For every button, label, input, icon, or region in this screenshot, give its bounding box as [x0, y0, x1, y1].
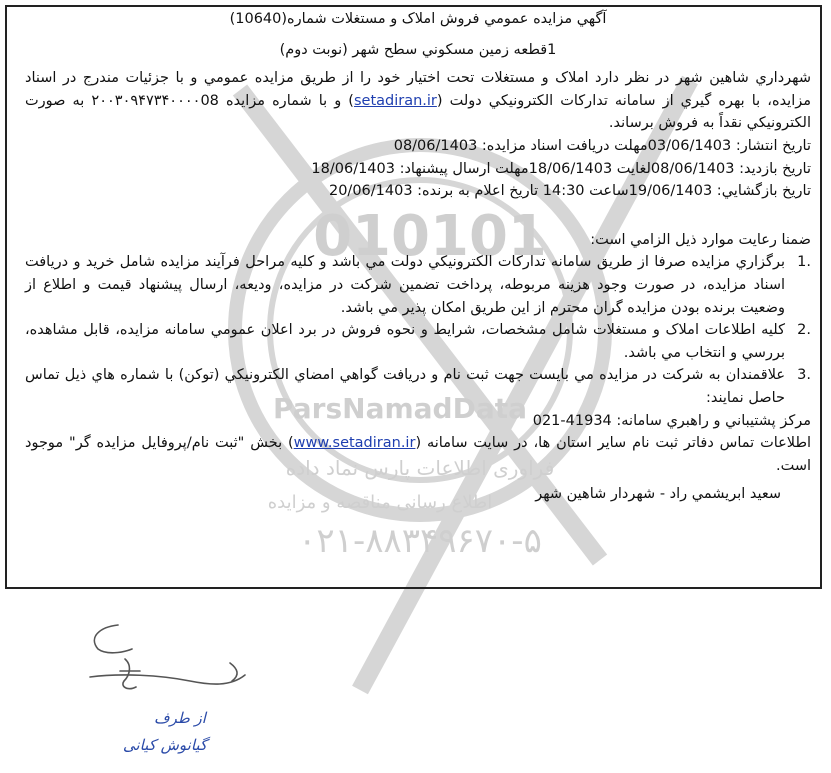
setadiran-link[interactable]: setadiran.ir: [353, 92, 437, 109]
requirement-item: [25, 251, 811, 319]
watermark-brand: ParsNamadData: [273, 392, 527, 425]
requirements-heading: ضمنا رعايت موارد ذيل الزامي است:: [590, 231, 811, 248]
date-publish: تاريخ انتشار: 03/06/1403مهلت دريافت اسناد مزايده: 08/06/1403: [393, 137, 811, 154]
requirement-text: کليه اطلاعات املاک و مستغلات شامل مشخصات، شرايط و نحوه فروش در برد اعلان عمومي سامانه مزايده، قابل مشاهده، بررسي و انتخاب مي باشد.: [25, 322, 785, 361]
watermark-phone: ۰۲۱-۸۸۳۴۹۶۷۰-۵: [298, 521, 542, 561]
svg-text:گیانوش کیانی: گیانوش کیانی: [122, 736, 208, 754]
support-phone: 021-41934: [532, 412, 612, 429]
svg-text:از طرف: از طرف: [154, 709, 206, 727]
requirement-number: 1.: [797, 254, 811, 271]
registration-text-1: اطلاعات تماس دفاتر ثبت نام ساير استان ها، در سايت سامانه (: [415, 435, 812, 452]
requirement-number: 3.: [797, 367, 811, 384]
date-opening: تاريخ بازگشايي: 19/06/1403ساعت 14:30 تاريخ اعلام به برنده: 20/06/1403: [328, 183, 811, 200]
date-visit: تاريخ بازديد: 08/06/1403لغايت 18/06/1403مهلت ارسال پيشنهاد: 18/06/1403: [311, 160, 811, 177]
registration-text-2: ) بخش "ثبت نام/پروفايل مزايده گر" موجود است.: [25, 435, 811, 474]
notice-content: [25, 8, 811, 506]
intro-text-1: شهرداري شاهين شهر در نظر دارد املاک و مستغلات تحت اختيار خود را از طريق مزايده عمومي و با جزئيات مندرج در اسناد مزايده، با بهره گيري از سامانه تدارکات الکترونيکي دولت (: [25, 70, 812, 109]
watermark-tagline: فراوری اطلاعات پارس نماد داده: [285, 456, 555, 480]
notice-subtitle: 1قطعه زمين مسکوني سطح شهر (نوبت دوم): [279, 41, 557, 58]
handwritten-signature: [80, 615, 250, 765]
watermark-subtitle: اطلاع رسانی مناقصه و مزایده: [267, 492, 493, 513]
support-label: مرکز پشتيباني و راهبري سامانه:: [616, 412, 811, 429]
watermark-numbers: 010101: [313, 204, 547, 269]
requirements-list: [25, 251, 811, 409]
requirement-item: [25, 319, 811, 364]
registration-paragraph: [25, 432, 811, 477]
requirement-text: علاقمندان به شرکت در مزايده مي بايست جهت ثبت نام و دريافت گواهي امضاي الکترونيکي (توکن) با شماره هاي ذيل تماس حاصل نمايند:: [25, 367, 785, 406]
intro-paragraph: [25, 67, 811, 135]
support-line: [25, 410, 811, 433]
requirement-number: 2.: [797, 322, 811, 339]
notice-title: آگهي مزايده عمومي فروش املاک و مستغلات شماره(10640): [229, 11, 607, 27]
requirement-item: [25, 364, 811, 409]
setadiran-www-link[interactable]: www.setadiran.ir: [293, 435, 416, 452]
requirement-text: برگزاري مزايده صرفا از طريق سامانه تدارکات الکترونيکي دولت مي باشد و کليه مراحل فرآيند مزايده شامل خريد و دريافت اسناد مزايده، در صورت وجود هزينه مربوطه، پرداخت تضمين شرکت در مزايده، وديعه، ارسال پيشنهاد قيمت و اطلاع از وضعيت برنده بودن مزايده گران محترم از اين طريق امکان پذير مي باشد.: [25, 254, 785, 316]
intro-text-2: ) و با شماره مزايده ۲۰۰۳۰۹۴۷۳۴۰۰۰۰08 به صورت الکترونيکي نقداً به فروش برساند.: [25, 92, 811, 132]
signatory: سعيد ابريشمي راد - شهردار شاهين شهر: [535, 486, 781, 503]
